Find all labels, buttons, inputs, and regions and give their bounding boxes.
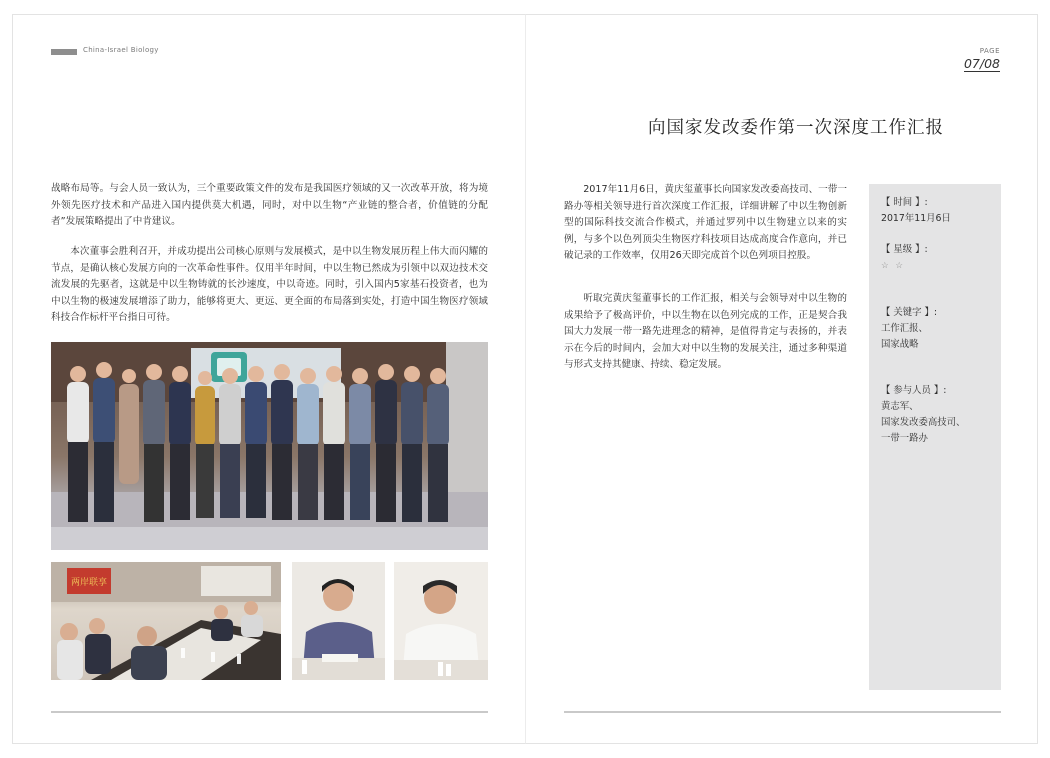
right-paragraph-2: 听取完黄庆玺董事长的工作汇报，相关与会领导对中以生物的成果给予了极高评价，中以生物在以色列完成的工作，正是契合我国大力发展一带一路先进理念的精神，是值得肯定与表扬的，并表示在今后的时间内，会加大对中以生物的发展关注，通过多种渠道与形式支持其健康、持续、稳定发展。 — [564, 293, 847, 371]
article-title: 向国家发改委作第一次深度工作汇报 — [648, 118, 944, 138]
rating-label: 【 星级 】: — [881, 244, 928, 255]
rating-block — [881, 242, 928, 274]
right-paragraph-1: 2017年11月6日，黄庆玺董事长向国家发改委高技司、一带一路办等相关领导进行首次深度工作汇报，详细讲解了中以生物创新型的国际科技交流合作模式，并通过罗列中以生物建立以来的实例，与多个以色列顶尖生物医疗科技项目达成高度合作意向，并已破记录的工作效率，仅用26天即完成首个以色列项目控股。 — [564, 184, 847, 262]
left-paragraph-2: 本次董事会胜利召开，并成功提出公司核心原则与发展模式，是中以生物发展历程上伟大而闪耀的节点，是确认核心发展方向的一次革命性事件。仅用半年时间，中以生物已然成为引领中以双边技术交流发展的先驱者，这就是中以生物铸就的长沙速度，中以奇迹。同时，引入国内5家基石投资者，也为中以生物的极速发展增添了助力，能够将更大、更远、更全面的布局落到实处，打造中国生物医疗领域科技合作标杆平台指日可待。 — [51, 246, 488, 324]
time-label: 【 时间 】: — [881, 197, 928, 208]
speaker-photo-1 — [292, 562, 385, 680]
meeting-photo — [51, 562, 281, 680]
meeting-photo-illustration — [51, 562, 281, 680]
participants-label: 【 参与人员 】: — [881, 385, 947, 396]
participant-item: 黄志军、 — [881, 401, 919, 412]
page-number: 07/08 — [963, 56, 1000, 71]
right-footer-rule — [564, 711, 1001, 713]
screen-text: 两岸联享 — [70, 578, 108, 588]
speaker-photo-1-illustration — [292, 562, 385, 680]
brand-bar — [51, 49, 77, 55]
time-value: 2017年11月6日 — [881, 213, 951, 224]
keyword-item: 国家战略 — [881, 339, 919, 350]
keywords-label: 【 关键字 】: — [881, 307, 937, 318]
keyword-item: 工作汇报、 — [881, 323, 928, 334]
speaker-photo-2-illustration — [394, 562, 488, 680]
participants-block — [881, 383, 965, 447]
page-label: PAGE — [979, 47, 1000, 55]
left-paragraph-1: 战略布局等。与会人员一致认为，三个重要政策文件的发布是我国医疗领域的又一次改革开放，将为境外领先医疗技术和产品进入国内提供莫大机遇，同时，对中以生物“产业链的整合者，价值链的分配者”发展策略提出了中肯建议。 — [51, 183, 488, 228]
participant-item: 国家发改委高技司、 — [881, 417, 966, 428]
speaker-photo-2 — [394, 562, 488, 680]
star-icon: ☆ ☆ — [881, 261, 905, 271]
info-sidebar — [869, 184, 1001, 690]
time-block — [881, 195, 951, 227]
participant-item: 一带一路办 — [881, 433, 928, 444]
group-photo — [51, 342, 488, 550]
brand-text: China-Israel Biology — [83, 46, 159, 54]
right-page — [525, 14, 1038, 744]
left-footer-rule — [51, 711, 488, 713]
keywords-block — [881, 305, 937, 353]
group-photo-illustration — [51, 342, 488, 550]
left-page — [12, 14, 525, 744]
